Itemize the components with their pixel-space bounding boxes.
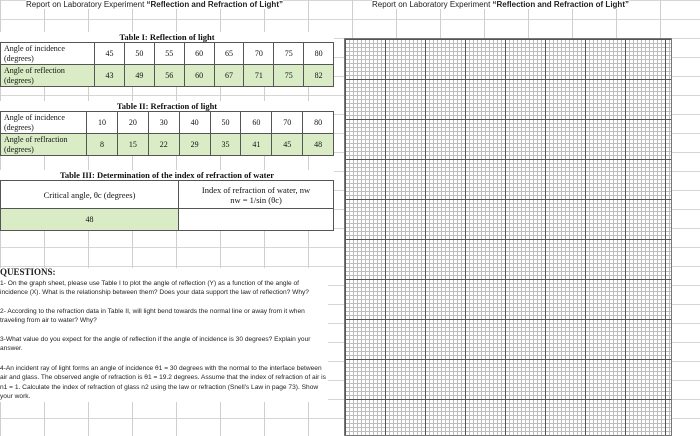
table-refraction <box>0 101 334 156</box>
question-4: 4-An incident ray of light forms an angle of incidence θ1 = 30 degrees with the normal to the interface between air and glass. The observed angle of refraction is θ1 = 19.2 degrees. Assume that the index of refraction of air is n1 = 1. Calculate the index of refraction of glass n2 using the law or refraction (Snell's Law in page 73). Show your work. <box>0 364 326 400</box>
table-cell: 15 <box>117 134 148 156</box>
graph-paper <box>344 38 672 436</box>
question-2: 2- According to the refraction data in Table II, will light bend towards the normal line or away from it when traveling from air to water? Why? <box>0 307 305 324</box>
table-cell: 43 <box>95 65 125 87</box>
table-row <box>1 43 334 65</box>
table-reflection <box>0 32 334 87</box>
table-cell: 49 <box>124 65 154 87</box>
column-header-index <box>179 181 334 209</box>
table-cell: 45 <box>95 43 125 65</box>
header-title: “Reflection and Refraction of Light” <box>492 0 629 9</box>
table-cell: 75 <box>274 43 304 65</box>
table-cell: 30 <box>148 112 179 134</box>
table-cell: 67 <box>214 65 244 87</box>
critical-angle-value: 48 <box>1 209 179 231</box>
table-cell: 70 <box>244 43 274 65</box>
table-cell: 65 <box>214 43 244 65</box>
table-index-of-refraction <box>0 170 334 231</box>
table-cell: 22 <box>148 134 179 156</box>
table-caption: Table III: Determination of the index of refraction of water <box>1 170 334 181</box>
index-value-cell <box>179 209 334 231</box>
table-cell: 60 <box>184 43 214 65</box>
column-header-line: Index of refraction of water, nw <box>201 184 311 195</box>
row-label: Angle of reflraction (degrees) <box>1 134 87 156</box>
header-prefix: Report on Laboratory Experiment <box>26 0 145 9</box>
column-header-critical-angle: Critical angle, θc (degrees) <box>1 181 179 209</box>
table-cell: 10 <box>87 112 118 134</box>
question-3: 3-What value do you expect for the angle of reflection if the angle of incidence is 30 degrees? Explain your answer. <box>0 335 311 352</box>
row-label: Angle of incidence (degrees) <box>1 43 95 65</box>
row-label: Angle of incidence (degrees) <box>1 112 87 134</box>
table-cell: 50 <box>124 43 154 65</box>
table-cell: 50 <box>210 112 241 134</box>
table-cell: 56 <box>154 65 184 87</box>
header-prefix: Report on Laboratory Experiment <box>372 0 491 9</box>
table-caption: Table I: Reflection of light <box>1 32 334 43</box>
row-label: Angle of reflection (degrees) <box>1 65 95 87</box>
column-header-line: nw = 1/sin (θc) <box>230 194 282 205</box>
table-cell: 70 <box>272 112 303 134</box>
table-cell: 82 <box>304 65 334 87</box>
table-row <box>1 134 334 156</box>
table-cell: 55 <box>154 43 184 65</box>
table-caption: Table II: Refraction of light <box>1 101 334 112</box>
table-cell: 48 <box>303 134 334 156</box>
table-cell: 75 <box>274 65 304 87</box>
questions-section <box>0 268 328 402</box>
table-row <box>1 112 334 134</box>
table-cell: 8 <box>87 134 118 156</box>
table-cell: 80 <box>304 43 334 65</box>
table-cell: 71 <box>244 65 274 87</box>
questions-title: QUESTIONS: <box>0 267 56 277</box>
header-title: “Reflection and Refraction of Light” <box>146 0 283 9</box>
page-header-left <box>26 0 283 9</box>
question-1: 1- On the graph sheet, please use Table I to plot the angle of reflection (Y) as a function of the angle of incidence (X). What is the relationship between them? Does your data support the law of reflection? Why? <box>0 279 309 296</box>
page-header-right <box>372 0 629 9</box>
table-cell: 29 <box>179 134 210 156</box>
table-cell: 35 <box>210 134 241 156</box>
table-cell: 45 <box>272 134 303 156</box>
table-row <box>1 65 334 87</box>
table-cell: 60 <box>241 112 272 134</box>
table-cell: 40 <box>179 112 210 134</box>
table-cell: 41 <box>241 134 272 156</box>
table-cell: 80 <box>303 112 334 134</box>
table-cell: 60 <box>184 65 214 87</box>
table-cell: 20 <box>117 112 148 134</box>
